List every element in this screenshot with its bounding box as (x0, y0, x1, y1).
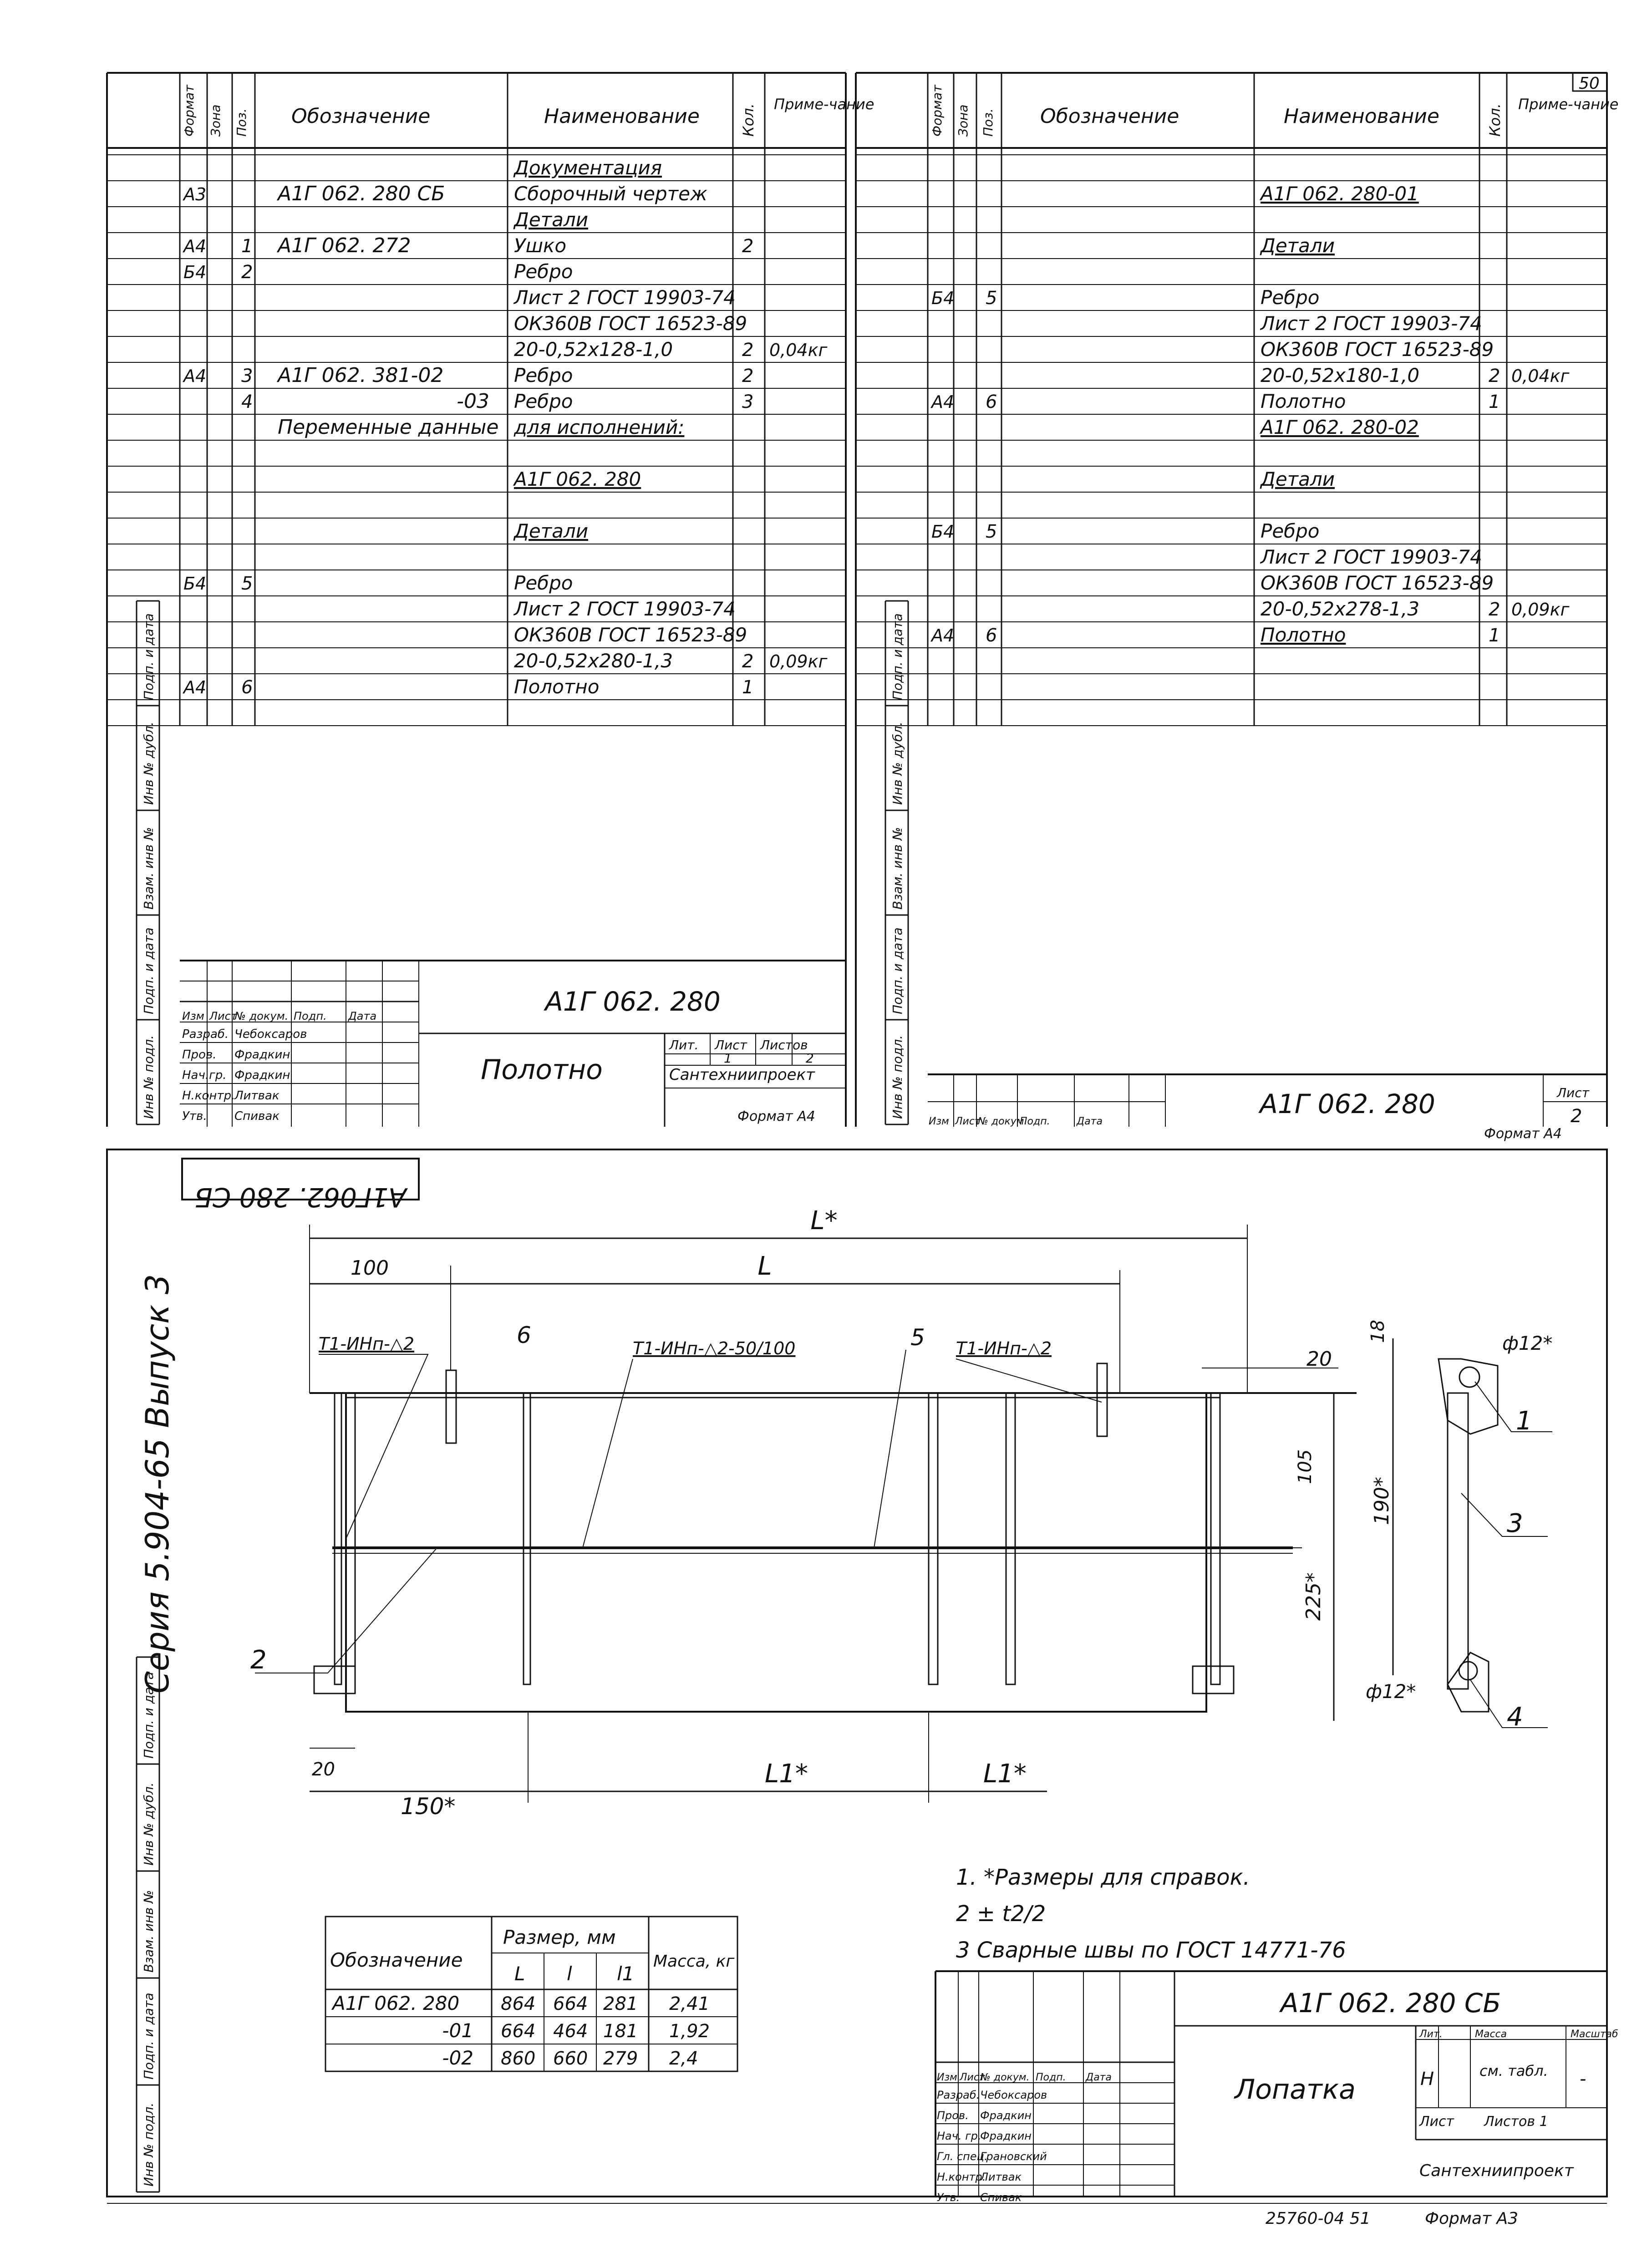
dim-phi-bot: ф12* (1366, 1680, 1416, 1703)
person-role: Н.контр. (182, 1089, 235, 1103)
sheet-value: 2 (1571, 1106, 1582, 1127)
table-cell-mass: 2,4 (669, 2048, 698, 2069)
organization: Сантехниипроект (1419, 2161, 1574, 2180)
sheet-label: Лист (1557, 1085, 1589, 1100)
plate-outline (346, 1393, 1206, 1712)
format-label: Формат А4 (1484, 1126, 1562, 1142)
person-name: Фрадкин (234, 1048, 290, 1062)
dim-18: 18 (1367, 1320, 1388, 1343)
row-name: Полотно (1261, 390, 1346, 412)
table-cell-L: 664 (501, 2021, 536, 2042)
header-note: Приме-чание (774, 96, 874, 113)
person-name: Спивак (234, 1109, 280, 1123)
lit-value: Н (1420, 2069, 1434, 2090)
row-name: Ребро (514, 364, 573, 386)
footer-code: 25760-04 51 (1266, 2209, 1371, 2228)
lug (1193, 1666, 1234, 1693)
callout-2: 2 (250, 1645, 267, 1675)
dim-190: 190* (1370, 1477, 1393, 1525)
callout-3: 3 (1507, 1509, 1523, 1538)
title-col-header: Изм (937, 2072, 957, 2083)
side-rib (1448, 1393, 1468, 1689)
row-qty: 2 (1489, 366, 1500, 386)
person-name: Литвак (980, 2171, 1022, 2183)
dim-phi-top: ф12* (1502, 1332, 1553, 1354)
weld-label-left: Т1-ИНп-△2 (319, 1334, 415, 1354)
sheet-label: Лист (715, 1037, 747, 1053)
row-name: Документация (514, 157, 662, 179)
sheet-label: Лист (1419, 2114, 1454, 2130)
table-cell-l1: 279 (603, 2048, 638, 2069)
row-format: А4 (931, 392, 955, 412)
header-qty: Кол. (740, 103, 757, 137)
weld-plate (1097, 1363, 1107, 1436)
row-designation: А1Г 062. 280 СБ (278, 182, 445, 205)
side-label: Подп. и дата (141, 1993, 156, 2080)
format-label: Формат А4 (737, 1109, 815, 1124)
title-col-header: Лист (960, 2072, 985, 2083)
dim-225: 225* (1302, 1572, 1325, 1621)
side-label: Инв № дубл. (890, 722, 905, 805)
row-name: Ушко (514, 234, 567, 257)
drawing-code: А1Г 062. 280 СБ (1280, 1988, 1501, 2019)
note-2: 2 ± t2/2 (956, 1901, 1046, 1927)
rib (335, 1393, 341, 1684)
format-label: Формат А3 (1425, 2209, 1519, 2228)
table-cell-mass: 1,92 (669, 2021, 710, 2042)
row-name: Детали (1261, 468, 1335, 490)
side-label: Подп. и дата (141, 613, 156, 700)
callout-1: 1 (1516, 1406, 1532, 1436)
person-role: Пров. (182, 1048, 217, 1062)
row-qty: 1 (742, 677, 754, 698)
side-label: Инв № подл. (890, 1035, 905, 1119)
table-cell-l1: 281 (603, 1993, 638, 2014)
row-position: 6 (986, 625, 997, 646)
row-format: А4 (183, 236, 207, 256)
a3-frame (107, 1149, 1607, 2197)
table-cell-designation: -01 (442, 2019, 473, 2042)
side-label: Инв № подл. (141, 2102, 156, 2187)
person-role: Разраб. (182, 1027, 229, 1041)
side-label: Подп. и дата (890, 927, 905, 1014)
title-col-header: Дата (348, 1010, 377, 1022)
side-label: Взам. инв № (890, 827, 905, 910)
row-name: ОК360В ГОСТ 16523-89 (514, 624, 747, 646)
rib (1006, 1393, 1015, 1684)
header-zone: Зона (208, 104, 223, 137)
side-label: Взам. инв № (141, 827, 156, 910)
row-name: ОК360В ГОСТ 16523-89 (1261, 572, 1494, 594)
row-name: 20-0,52х278-1,3 (1261, 598, 1420, 620)
dim-20-top: 20 (1306, 1348, 1332, 1371)
header-format: Формат (182, 85, 197, 137)
dim-100: 100 (351, 1256, 389, 1280)
person-name: Грановский (980, 2150, 1047, 2163)
scale-value: - (1580, 2069, 1586, 2090)
person-name: Спивак (980, 2191, 1022, 2204)
row-position: 5 (986, 288, 997, 309)
row-designation: А1Г 062. 381-02 (278, 364, 444, 387)
side-label: Взам. инв № (141, 1890, 156, 1973)
mass-label: Масса (1475, 2029, 1507, 2040)
row-designation: -03 (457, 390, 489, 413)
table-head-mass: Масса, кг (653, 1952, 735, 1971)
row-position: 5 (241, 573, 253, 594)
callout-4: 4 (1507, 1702, 1523, 1732)
dim-L1-b: L1* (983, 1759, 1027, 1789)
row-designation: А1Г 062. 272 (278, 234, 411, 257)
person-name: Литвак (234, 1089, 280, 1103)
weld-plate (446, 1370, 456, 1443)
side-label: Подп. и дата (890, 613, 905, 700)
dim-L: L (757, 1251, 772, 1281)
row-name: Ребро (514, 260, 573, 283)
title-col-header: Лист (209, 1010, 237, 1022)
dim-150: 150* (401, 1793, 456, 1820)
row-format: А4 (931, 625, 955, 646)
person-role: Н.контр. (937, 2171, 986, 2183)
person-role: Утв. (937, 2191, 960, 2204)
row-qty: 1 (1489, 625, 1500, 646)
side-label: Подп. и дата (141, 1672, 156, 1759)
row-name: 20-0,52х280-1,3 (514, 650, 673, 672)
table-cell-designation: -02 (442, 2047, 473, 2069)
page-number: 50 (1579, 74, 1600, 93)
leader-line (583, 1359, 633, 1548)
person-role: Разраб. (937, 2089, 980, 2101)
organization: Сантехниипроект (669, 1066, 815, 1084)
rib (1211, 1393, 1220, 1684)
row-qty: 2 (742, 236, 754, 257)
header-format: Формат (930, 85, 945, 137)
table-cell-l1: 181 (603, 2021, 638, 2042)
row-position: 4 (241, 392, 253, 412)
table-head-designation: Обозначение (330, 1949, 463, 1971)
dim-L1-a: L1* (765, 1759, 808, 1789)
stamp-code: А1Г062. 280 СБ (194, 1182, 407, 1213)
row-name: Ребро (1261, 520, 1320, 542)
table-head-l: l (567, 1963, 572, 1985)
lit-label: Лит. (669, 1037, 699, 1053)
header-name: Наименование (1284, 105, 1439, 128)
row-qty: 2 (742, 366, 754, 386)
table-cell-designation: А1Г 062. 280 (332, 1992, 460, 2014)
person-name: Фрадкин (234, 1068, 290, 1082)
row-name: ОК360В ГОСТ 16523-89 (1261, 338, 1494, 361)
title-col-header: Подп. (1036, 2072, 1066, 2083)
person-name: Чебоксаров (980, 2089, 1047, 2101)
person-role: Нач. гр. (937, 2130, 981, 2142)
row-qty: 2 (742, 340, 754, 361)
row-qty: 2 (1489, 599, 1500, 620)
row-position: 6 (986, 392, 997, 412)
row-name: А1Г 062. 280-01 (1261, 183, 1419, 205)
row-name: для исполнений: (514, 416, 685, 438)
row-name: Ребро (514, 572, 573, 594)
header-note: Приме-чание (1518, 96, 1619, 113)
header-zone: Зона (956, 104, 971, 137)
row-name: 20-0,52х128-1,0 (514, 338, 673, 361)
leader-line (1475, 1382, 1552, 1432)
side-label: Подп. и дата (141, 927, 156, 1014)
table-cell-l: 660 (553, 2048, 588, 2069)
row-position: 1 (241, 236, 253, 257)
row-name: Ребро (1261, 286, 1320, 309)
leader-line (1461, 1493, 1548, 1536)
title-col-header: Дата (1086, 2072, 1112, 2083)
dim-L-star: L* (810, 1206, 838, 1236)
row-format: Б4 (931, 522, 955, 542)
leader-line (874, 1350, 906, 1548)
person-name: Фрадкин (980, 2109, 1032, 2122)
header-designation: Обозначение (1040, 105, 1179, 128)
title-col-header: Изм (929, 1116, 949, 1127)
person-name: Чебоксаров (234, 1027, 307, 1041)
person-role: Пров. (937, 2109, 969, 2122)
sheets-label: Листов 1 (1484, 2114, 1548, 2130)
row-format: А4 (183, 677, 207, 697)
callout-5: 5 (910, 1324, 925, 1351)
table-cell-L: 864 (501, 1993, 536, 2014)
row-name: ОК360В ГОСТ 16523-89 (514, 312, 747, 335)
dim-20-bot: 20 (312, 1759, 335, 1780)
row-name: Лист 2 ГОСТ 19903-74 (1261, 546, 1482, 568)
row-note: 0,04кг (769, 340, 828, 360)
row-name: 20-0,52х180-1,0 (1261, 364, 1420, 386)
row-qty: 1 (1489, 392, 1500, 412)
row-name: Лист 2 ГОСТ 19903-74 (514, 286, 736, 309)
row-name: Детали (514, 208, 588, 231)
row-name: А1Г 062. 280-02 (1261, 416, 1419, 438)
callout-6: 6 (517, 1322, 531, 1348)
scale-label: Масштаб (1571, 2029, 1618, 2040)
title-col-header: Подп. (294, 1010, 327, 1022)
row-format: Б4 (931, 288, 955, 308)
note-3: 3 Сварные швы по ГОСТ 14771-76 (956, 1937, 1346, 1963)
row-qty: 3 (742, 392, 754, 412)
dim-105: 105 (1295, 1449, 1316, 1484)
series-label: Серия 5.904-65 Выпуск 3 (139, 1274, 176, 1693)
row-format: Б4 (183, 262, 207, 282)
row-note: 0,09кг (769, 651, 828, 671)
header-name: Наименование (544, 105, 700, 128)
row-qty: 2 (742, 651, 754, 672)
header-qty: Кол. (1486, 103, 1504, 137)
row-position: 3 (241, 366, 253, 386)
row-name: Лист 2 ГОСТ 19903-74 (514, 598, 736, 620)
row-name: Ребро (514, 390, 573, 412)
row-name: А1Г 062. 280 (514, 468, 641, 490)
person-role: Утв. (182, 1109, 207, 1123)
table-head-size: Размер, мм (503, 1926, 616, 1948)
lit-label: Лит. (1419, 2029, 1443, 2040)
rib (524, 1393, 530, 1684)
row-name: Полотно (514, 676, 600, 698)
person-name: Фрадкин (980, 2130, 1032, 2142)
row-format: А4 (183, 366, 207, 386)
table-cell-l: 664 (553, 1993, 588, 2014)
row-name: Сборочный чертеж (514, 183, 707, 205)
leader-line (956, 1359, 1102, 1402)
sheet-code: А1Г 062. 280 (1260, 1088, 1435, 1119)
person-role: Гл. спец. (937, 2150, 988, 2163)
header-designation: Обозначение (291, 105, 431, 128)
row-format: Б4 (183, 574, 207, 594)
side-label: Инв № дубл. (141, 1782, 156, 1866)
side-label: Инв № дубл. (141, 722, 156, 805)
table-cell-L: 860 (501, 2048, 536, 2069)
sheets-value: 2 (806, 1051, 814, 1066)
title-col-header: Дата (1077, 1116, 1103, 1127)
header-pos: Поз. (234, 108, 249, 137)
table-cell-mass: 2,41 (669, 1993, 710, 2014)
weld-label-mid: Т1-ИНп-△2-50/100 (633, 1338, 796, 1358)
sheets-label: Листов (760, 1037, 808, 1053)
drawing-name: Лопатка (1235, 2074, 1356, 2105)
row-note: 0,09кг (1511, 600, 1570, 620)
row-position: 2 (241, 262, 253, 283)
title-col-header: № докум. (978, 1116, 1027, 1127)
table-cell-l: 464 (553, 2021, 588, 2042)
person-role: Нач.гр. (182, 1068, 227, 1082)
weld-label-right: Т1-ИНп-△2 (956, 1338, 1052, 1358)
row-designation: Переменные данные (278, 416, 499, 439)
row-name: Лист 2 ГОСТ 19903-74 (1261, 312, 1482, 335)
title-col-header: Лист (955, 1116, 981, 1127)
title-col-header: Изм (182, 1010, 204, 1022)
row-position: 6 (241, 677, 253, 698)
row-name: Детали (1261, 234, 1335, 257)
note-1: 1. *Размеры для справок. (956, 1865, 1250, 1890)
title-col-header: № докум. (234, 1010, 289, 1022)
mass-value: см. табл. (1479, 2062, 1548, 2080)
title-col-header: Подп. (1020, 1116, 1050, 1127)
sheet-value: 1 (724, 1051, 732, 1066)
row-name: Детали (514, 520, 588, 542)
table-head-L: L (514, 1963, 525, 1985)
rib (929, 1393, 938, 1684)
row-note: 0,04кг (1511, 366, 1570, 386)
table-head-l1: l1 (617, 1963, 635, 1985)
row-format: А3 (183, 184, 207, 204)
sheet-code: А1Г 062. 280 (545, 986, 721, 1017)
title-col-header: № докум. (980, 2072, 1030, 2083)
side-label: Инв № подл. (141, 1035, 156, 1119)
row-name: Полотно (1261, 624, 1346, 646)
row-position: 5 (986, 521, 997, 542)
sheet-name: Полотно (481, 1054, 603, 1086)
header-pos: Поз. (981, 108, 996, 137)
